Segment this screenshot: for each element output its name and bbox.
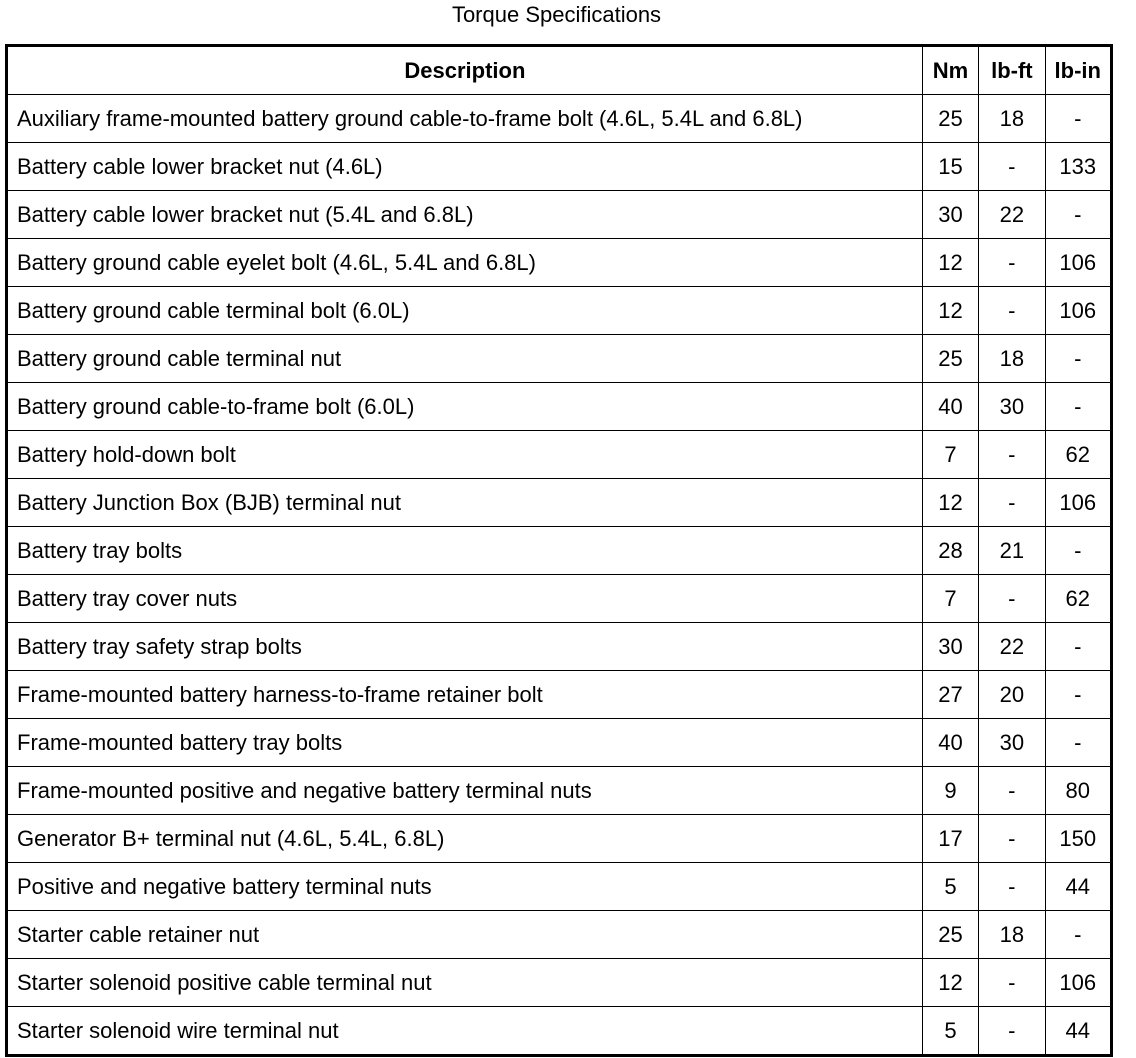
cell-lb-in: -	[1045, 383, 1111, 431]
table-row	[7, 527, 1112, 575]
cell-lb-ft: -	[979, 143, 1045, 191]
cell-description: Starter solenoid wire terminal nut	[7, 1007, 923, 1056]
cell-lb-in: -	[1045, 191, 1111, 239]
cell-lb-ft: -	[979, 815, 1045, 863]
cell-lb-ft: 18	[979, 335, 1045, 383]
cell-description: Battery ground cable eyelet bolt (4.6L, 5.4L and 6.8L)	[7, 239, 923, 287]
cell-lb-ft: 18	[979, 911, 1045, 959]
table-row	[7, 239, 1112, 287]
table-row	[7, 911, 1112, 959]
column-header-description: Description	[7, 46, 923, 95]
cell-lb-in: -	[1045, 623, 1111, 671]
cell-lb-ft: 22	[979, 623, 1045, 671]
table-header-row	[7, 46, 1112, 95]
table-row	[7, 431, 1112, 479]
cell-lb-in: 150	[1045, 815, 1111, 863]
cell-nm: 25	[922, 911, 978, 959]
table-row	[7, 671, 1112, 719]
table-row	[7, 719, 1112, 767]
torque-spec-table	[5, 44, 1113, 1057]
table-row	[7, 335, 1112, 383]
cell-description: Auxiliary frame-mounted battery ground cable-to-frame bolt (4.6L, 5.4L and 6.8L)	[7, 95, 923, 143]
cell-nm: 27	[922, 671, 978, 719]
table-row	[7, 143, 1112, 191]
cell-lb-ft: 30	[979, 383, 1045, 431]
cell-description: Battery cable lower bracket nut (5.4L and 6.8L)	[7, 191, 923, 239]
cell-lb-in: 106	[1045, 959, 1111, 1007]
table-row	[7, 479, 1112, 527]
cell-lb-in: 44	[1045, 1007, 1111, 1056]
cell-lb-ft: -	[979, 575, 1045, 623]
cell-nm: 25	[922, 95, 978, 143]
cell-lb-ft: -	[979, 767, 1045, 815]
cell-lb-in: -	[1045, 671, 1111, 719]
cell-description: Battery ground cable terminal nut	[7, 335, 923, 383]
cell-description: Battery tray safety strap bolts	[7, 623, 923, 671]
table-row	[7, 959, 1112, 1007]
cell-description: Battery tray cover nuts	[7, 575, 923, 623]
cell-lb-ft: -	[979, 479, 1045, 527]
cell-lb-ft: -	[979, 431, 1045, 479]
cell-description: Battery ground cable terminal bolt (6.0L)	[7, 287, 923, 335]
cell-lb-in: -	[1045, 527, 1111, 575]
table-row	[7, 383, 1112, 431]
cell-nm: 28	[922, 527, 978, 575]
table-row	[7, 95, 1112, 143]
cell-lb-in: 106	[1045, 479, 1111, 527]
cell-nm: 12	[922, 287, 978, 335]
cell-lb-in: 62	[1045, 575, 1111, 623]
table-row	[7, 623, 1112, 671]
cell-nm: 12	[922, 479, 978, 527]
cell-lb-in: 80	[1045, 767, 1111, 815]
cell-lb-ft: 18	[979, 95, 1045, 143]
cell-nm: 9	[922, 767, 978, 815]
cell-lb-in: 62	[1045, 431, 1111, 479]
cell-description: Battery cable lower bracket nut (4.6L)	[7, 143, 923, 191]
column-header-lb-ft: lb-ft	[979, 46, 1045, 95]
cell-nm: 30	[922, 623, 978, 671]
cell-description: Frame-mounted battery harness-to-frame retainer bolt	[7, 671, 923, 719]
table-row	[7, 767, 1112, 815]
cell-lb-in: 133	[1045, 143, 1111, 191]
column-header-nm: Nm	[922, 46, 978, 95]
cell-description: Frame-mounted positive and negative battery terminal nuts	[7, 767, 923, 815]
cell-lb-ft: 22	[979, 191, 1045, 239]
table-row	[7, 815, 1112, 863]
table-row	[7, 863, 1112, 911]
cell-nm: 15	[922, 143, 978, 191]
cell-lb-ft: -	[979, 287, 1045, 335]
cell-description: Generator B+ terminal nut (4.6L, 5.4L, 6.8L)	[7, 815, 923, 863]
column-header-lb-in: lb-in	[1045, 46, 1111, 95]
cell-lb-ft: -	[979, 959, 1045, 1007]
cell-description: Frame-mounted battery tray bolts	[7, 719, 923, 767]
cell-nm: 7	[922, 575, 978, 623]
cell-nm: 12	[922, 239, 978, 287]
cell-lb-in: 106	[1045, 287, 1111, 335]
cell-description: Battery Junction Box (BJB) terminal nut	[7, 479, 923, 527]
cell-lb-ft: 20	[979, 671, 1045, 719]
cell-nm: 7	[922, 431, 978, 479]
table-body	[7, 95, 1112, 1056]
cell-lb-ft: 21	[979, 527, 1045, 575]
cell-lb-ft: -	[979, 863, 1045, 911]
cell-description: Starter solenoid positive cable terminal nut	[7, 959, 923, 1007]
cell-lb-in: -	[1045, 719, 1111, 767]
table-row	[7, 575, 1112, 623]
cell-nm: 25	[922, 335, 978, 383]
cell-nm: 40	[922, 383, 978, 431]
cell-lb-ft: -	[979, 239, 1045, 287]
cell-lb-ft: 30	[979, 719, 1045, 767]
cell-nm: 5	[922, 1007, 978, 1056]
table-row	[7, 1007, 1112, 1056]
table-row	[7, 191, 1112, 239]
page-title: Torque Specifications	[451, 2, 662, 27]
cell-description: Battery tray bolts	[7, 527, 923, 575]
cell-lb-in: 106	[1045, 239, 1111, 287]
cell-lb-in: 44	[1045, 863, 1111, 911]
cell-description: Positive and negative battery terminal nuts	[7, 863, 923, 911]
cell-nm: 17	[922, 815, 978, 863]
cell-description: Starter cable retainer nut	[7, 911, 923, 959]
cell-nm: 12	[922, 959, 978, 1007]
cell-lb-in: -	[1045, 95, 1111, 143]
cell-lb-ft: -	[979, 1007, 1045, 1056]
cell-lb-in: -	[1045, 335, 1111, 383]
cell-nm: 40	[922, 719, 978, 767]
cell-description: Battery ground cable-to-frame bolt (6.0L)	[7, 383, 923, 431]
cell-description: Battery hold-down bolt	[7, 431, 923, 479]
table-row	[7, 287, 1112, 335]
cell-nm: 30	[922, 191, 978, 239]
cell-nm: 5	[922, 863, 978, 911]
cell-lb-in: -	[1045, 911, 1111, 959]
